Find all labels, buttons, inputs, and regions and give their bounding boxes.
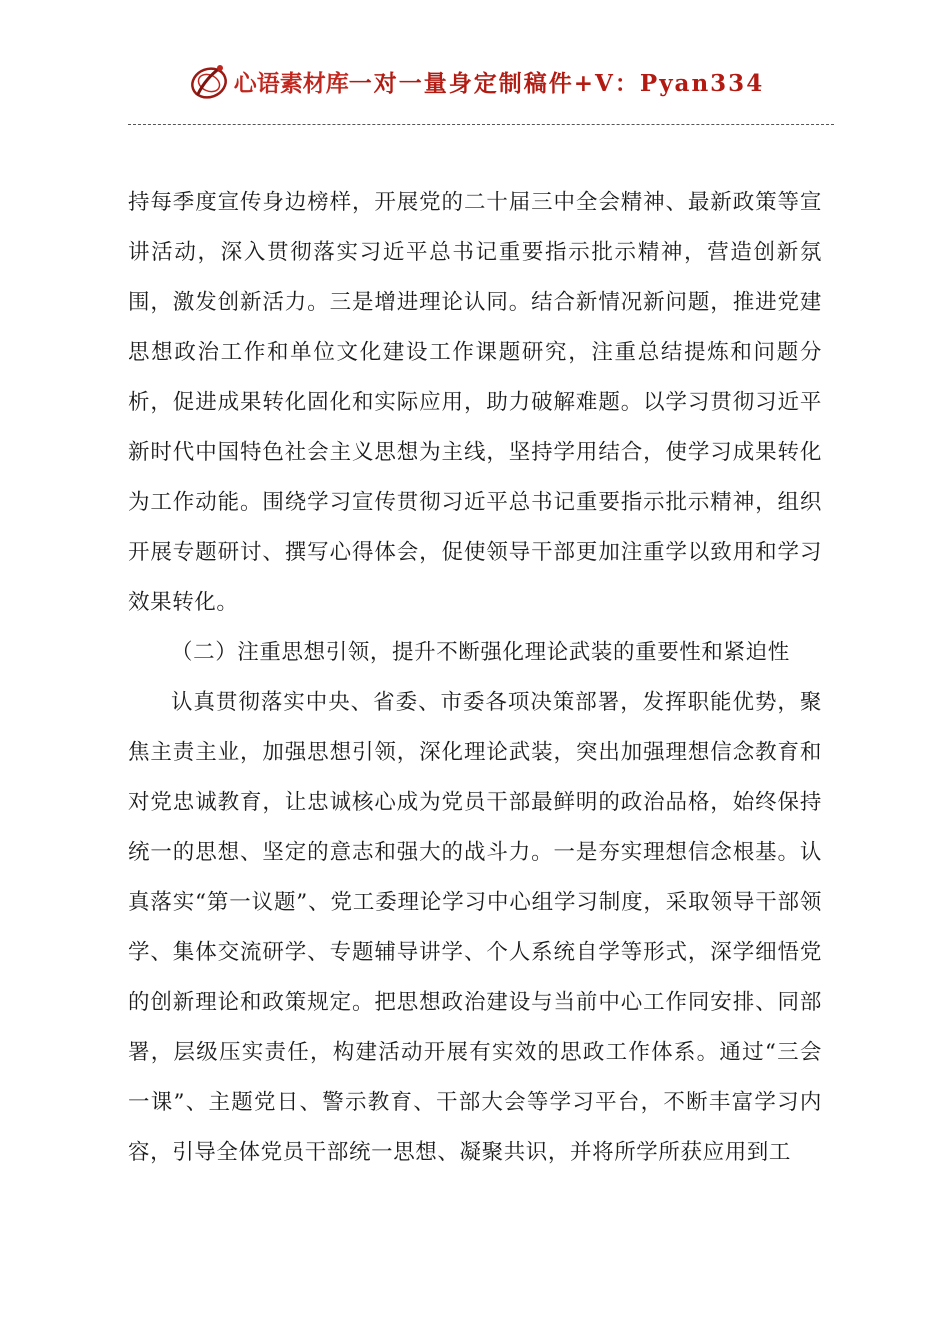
header-divider (128, 124, 834, 125)
brand-logo-icon (186, 58, 232, 104)
body-paragraph: 认真贯彻落实中央、省委、市委各项决策部署，发挥职能优势，聚焦主责主业，加强思想引领，深化理论武装，突出加强理想信念教育和对党忠诚教育，让忠诚核心成为党员干部最鲜明的政治品格，始终保持统一的思想、坚定的意志和强大的战斗力。一是夯实理想信念根基。认真落实“第一议题”、党工委理论学习中心组学习制度，采取领导干部领学、集体交流研学、专题辅导讲学、个人系统自学等形式，深学细悟党的创新理论和政策规定。把思想政治建设与当前中心工作同安排、同部署，层级压实责任，构建活动开展有实效的思政工作体系。通过“三会一课”、主题党日、警示教育、干部大会等学习平台，不断丰富学习内容，引导全体党员干部统一思想、凝聚共识，并将所学所获应用到工 (128, 690, 822, 1165)
section-heading: （二）注重思想引领，提升不断强化理论武装的重要性和紧迫性 (171, 640, 790, 665)
document-body (128, 178, 822, 1178)
page-header (0, 56, 950, 106)
brand-name: 心语素材库 (233, 70, 349, 97)
header-slogan: 一对一量身定制稿件+V：Pyan334 (348, 69, 765, 97)
header-banner (186, 56, 764, 106)
body-paragraph: 持每季度宣传身边榜样，开展党的二十届三中全会精神、最新政策等宣讲活动，深入贯彻落实习近平总书记重要指示批示精神，营造创新氛围，激发创新活力。三是增进理论认同。结合新情况新问题，推进党建思想政治工作和单位文化建设工作课题研究，注重总结提炼和问题分析，促进成果转化固化和实际应用，助力破解难题。以学习贯彻习近平新时代中国特色社会主义思想为主线，坚持学用结合，使学习成果转化为工作动能。围绕学习宣传贯彻习近平总书记重要指示批示精神，组织开展专题研讨、撰写心得体会，促使领导干部更加注重学以致用和学习效果转化。 (128, 190, 822, 615)
